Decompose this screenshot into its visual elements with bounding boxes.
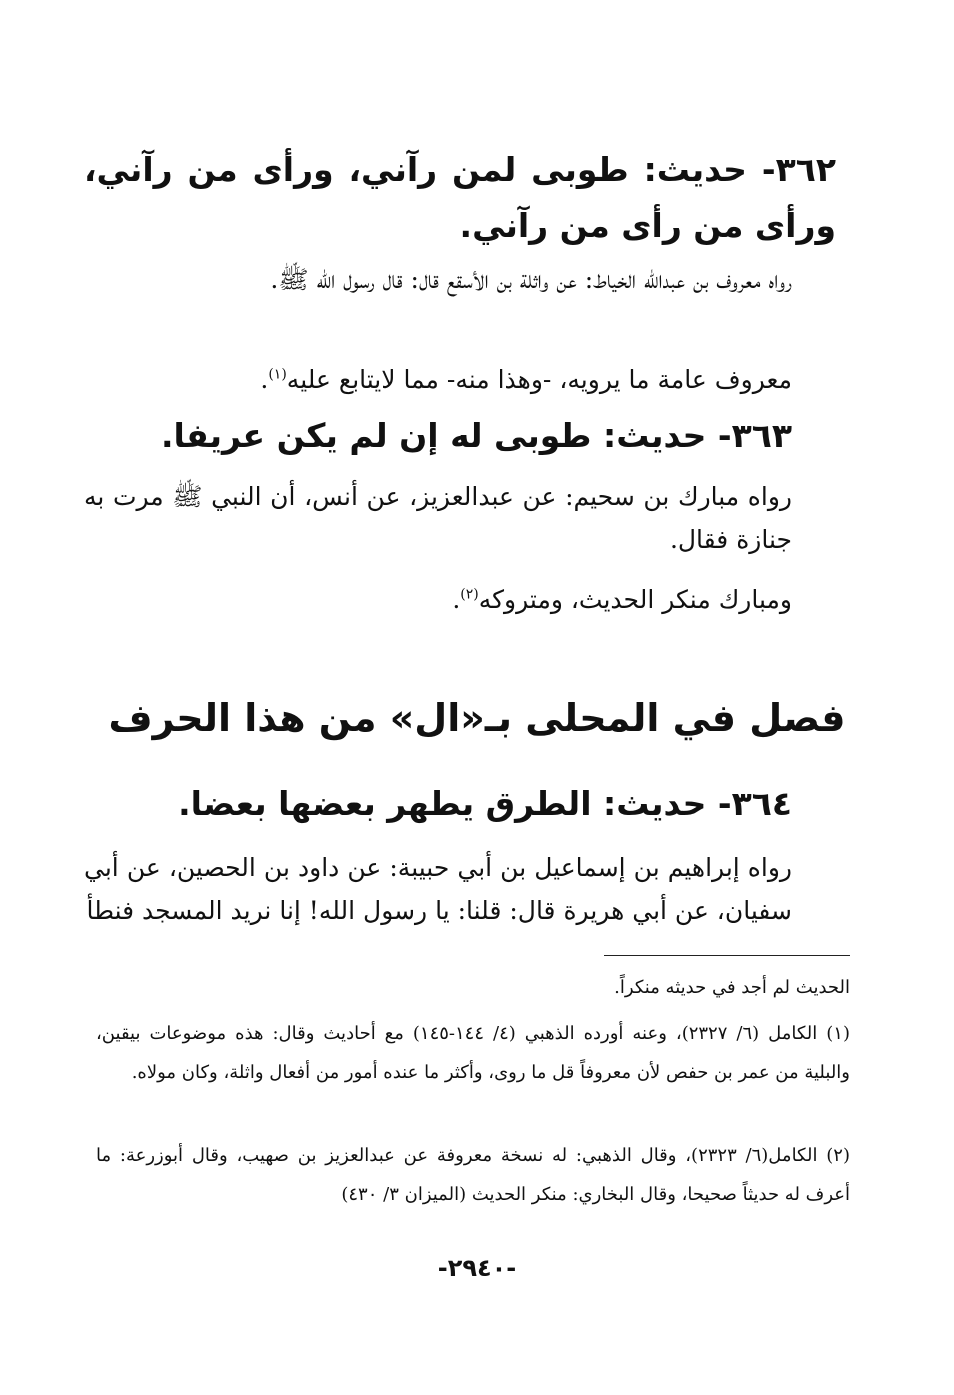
- hadith-363-comment-text: ومبارك منكر الحديث، ومتروكه: [478, 585, 792, 614]
- hadith-362-title: ٣٦٢- حديث: طوبى لمن رآني، ورأى من رآني، ورأى من رأى من رآني.: [84, 150, 836, 245]
- hadith-362-narration: رواه معروف بن عبدالله الخياط: عن واثلة بن الأسقع قال: قال رسول الله ﷺ.: [270, 265, 792, 294]
- footnote-carryover: الحديث لم أجد في حديثه منكراً.: [614, 977, 850, 998]
- footnote-separator: [604, 955, 850, 956]
- hadith-362-comment: [84, 358, 836, 401]
- hadith-363-comment-end: .: [452, 585, 461, 614]
- section-heading: فصل في المحلى بـ«ال» من هذا الحرف: [108, 696, 846, 740]
- hadith-363-narration: رواه مبارك بن سحيم: عن عبدالعزيز، عن أنس، أن النبي ﷺ مرت به جنازة فقال.: [84, 482, 792, 554]
- hadith-362-comment-text: معروف عامة ما يرويه، -وهذا منه- مما لايتابع عليه: [286, 365, 792, 394]
- page-number: -٢٩٤٠-: [437, 1254, 517, 1282]
- footnote-ref-1: (١): [268, 366, 287, 383]
- hadith-364-title: ٣٦٤- حديث: الطرق يطهر بعضها بعضا.: [178, 784, 792, 823]
- hadith-362-comment-end: .: [260, 365, 269, 394]
- footnote-2: (٢) الكامل(٦/ ٢٣٢٣)، وقال الذهبي: له نسخة معروفة عن عبدالعزيز بن صهيب، وقال أبوزرعة: ما أعرف له حديثاً صحيحا، وقال البخاري: منكر الحديث (الميزان ٣/ ٤٣٠): [96, 1145, 850, 1205]
- footnote-1: (١) الكامل (٦/ ٢٣٢٧)، وعنه أورده الذهبي (٤/ ١٤٤-١٤٥) مع أحاديث وقال: هذه موضوعات بيقين، والبلية من عمر بن حفص لأن معروفاً قل ما روى، وأكثر ما عنده أمور من أفعال واثلة، وكان مولاه.: [96, 1023, 850, 1083]
- hadith-363-title: ٣٦٣- حديث: طوبى له إن لم يكن عريفا.: [160, 416, 792, 455]
- hadith-364-narration: رواه إبراهيم بن إسماعيل بن أبي حبيبة: عن داود بن الحصين، عن أبي سفيان، عن أبي هريرة قال: قلنا: يا رسول الله! إنا نريد المسجد فنطأ: [84, 853, 792, 925]
- hadith-363-comment: [84, 578, 836, 621]
- footnote-ref-2: (٢): [460, 586, 479, 603]
